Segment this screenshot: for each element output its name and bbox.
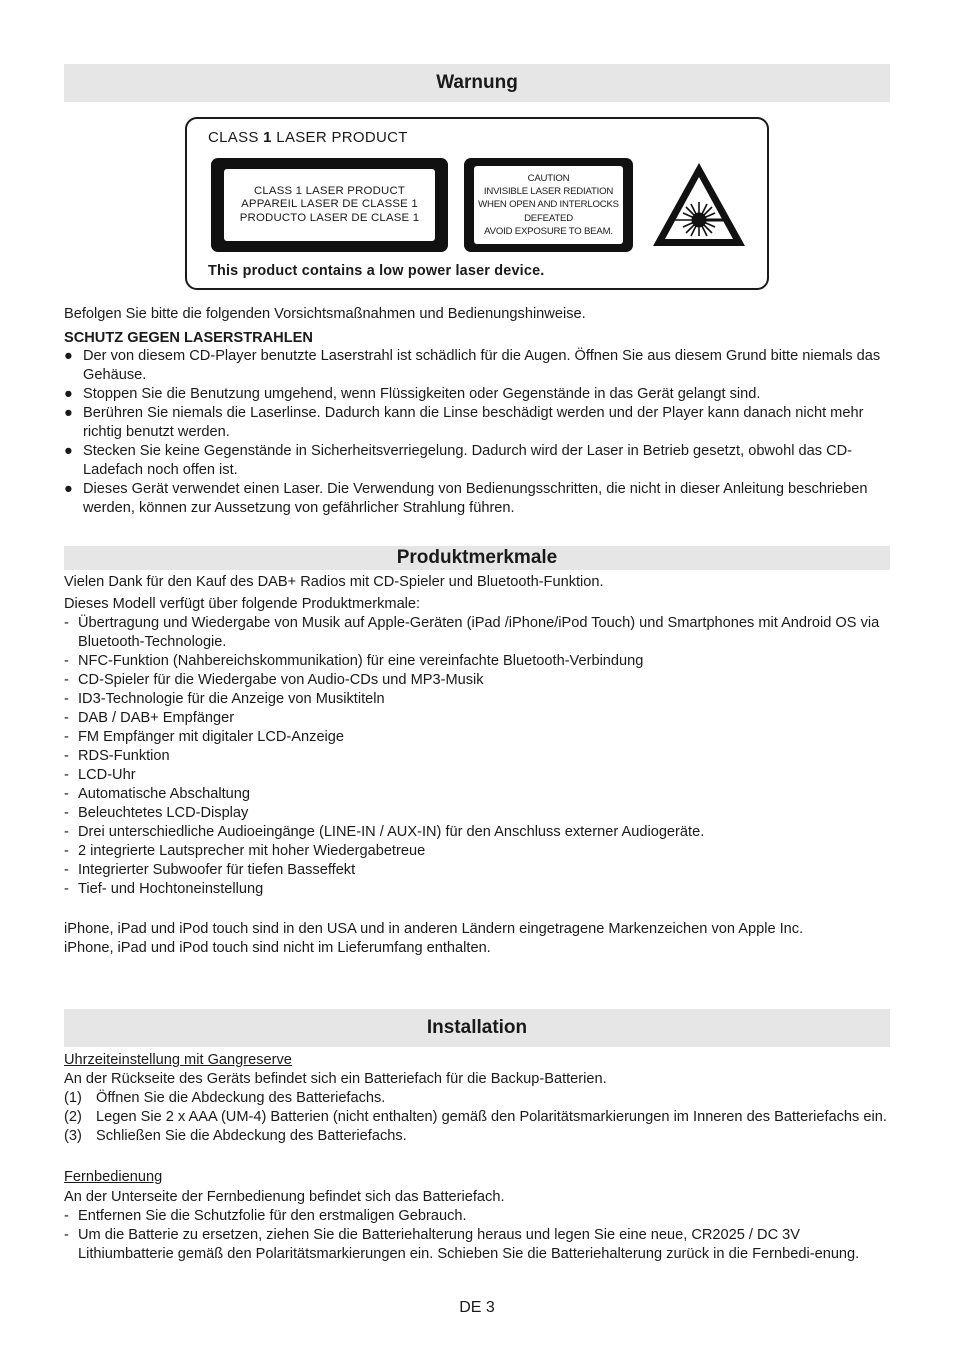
section-heading-installation: Installation bbox=[64, 1009, 890, 1047]
list-item: ● Dieses Gerät verwendet einen Laser. Die Verwendung von Bedienungsschritten, die nicht in dieser Anleitung beschrieben werden, können zur Aussetzung von gefährlicher Strahlung führen. bbox=[64, 481, 868, 516]
laser-warning-triangle-icon bbox=[650, 160, 748, 250]
label-line: APPAREIL LASER DE CLASSE 1 bbox=[241, 198, 418, 211]
dash-marker: - bbox=[64, 653, 69, 669]
clock-backup-title: Uhrzeiteinstellung mit Gangreserve bbox=[64, 1052, 292, 1068]
dash-marker: - bbox=[64, 1208, 69, 1224]
clock-backup-intro: An der Rückseite des Geräts befindet sich ein Batteriefach für die Backup-Batterien. bbox=[64, 1071, 607, 1087]
list-item: ● Der von diesem CD-Player benutzte Laserstrahl ist schädlich für die Augen. Öffnen Sie aus diesem Grund bitte niemals das Gehäuse. bbox=[64, 348, 881, 383]
list-item: - Tief- und Hochtoneinstellung bbox=[64, 881, 264, 897]
dash-marker: - bbox=[64, 729, 69, 745]
label-line: WHEN OPEN AND INTERLOCKS bbox=[478, 199, 619, 211]
list-item: - NFC-Funktion (Nahbereichskommunikation) für eine vereinfachte Bluetooth-Verbindung bbox=[64, 653, 644, 669]
feature-list bbox=[64, 614, 894, 899]
dash-marker: - bbox=[64, 767, 69, 783]
delivery-note: iPhone, iPad und iPod touch sind nicht im Lieferumfang enthalten. bbox=[64, 940, 491, 956]
bullet-icon: ● bbox=[64, 405, 73, 421]
features-intro: Dieses Modell verfügt über folgende Produktmerkmale: bbox=[64, 596, 421, 612]
bullet-icon: ● bbox=[64, 386, 73, 402]
list-item: - RDS-Funktion bbox=[64, 748, 170, 764]
laser-device-note: This product contains a low power laser device. bbox=[208, 263, 545, 279]
remote-intro: An der Unterseite der Fernbedienung befindet sich das Batteriefach. bbox=[64, 1189, 505, 1205]
laser-class-label bbox=[211, 158, 448, 252]
laser-safety-list bbox=[64, 347, 894, 518]
list-item: - Automatische Abschaltung bbox=[64, 786, 250, 802]
dash-marker: - bbox=[64, 672, 69, 688]
dash-marker: - bbox=[64, 843, 69, 859]
label-line: PRODUCTO LASER DE CLASE 1 bbox=[239, 211, 420, 224]
remote-battery-list bbox=[64, 1207, 894, 1264]
dash-marker: - bbox=[64, 862, 69, 878]
list-item: (1) Öffnen Sie die Abdeckung des Batteriefachs. bbox=[64, 1090, 386, 1106]
list-item: - Integrierter Subwoofer für tiefen Basseffekt bbox=[64, 862, 356, 878]
list-item: (3) Schließen Sie die Abdeckung des Batteriefachs. bbox=[64, 1128, 407, 1144]
dash-marker: - bbox=[64, 824, 69, 840]
step-number: (1) bbox=[64, 1090, 82, 1106]
trademark-note: iPhone, iPad und iPod touch sind in den USA und in anderen Ländern eingetragene Markenzeichen von Apple Inc. bbox=[64, 921, 804, 937]
list-item: - Beleuchtetes LCD-Display bbox=[64, 805, 249, 821]
warning-intro: Befolgen Sie bitte die folgenden Vorsichtsmaßnahmen und Bedienungshinweise. bbox=[64, 306, 586, 322]
list-item: - Drei unterschiedliche Audioeingänge (LINE-IN / AUX-IN) für den Anschluss externer Audiogeräte. bbox=[64, 824, 705, 840]
dash-marker: - bbox=[64, 710, 69, 726]
list-item: - FM Empfänger mit digitaler LCD-Anzeige bbox=[64, 729, 345, 745]
list-item: - Entfernen Sie die Schutzfolie für den erstmaligen Gebrauch. bbox=[64, 1208, 467, 1224]
bullet-icon: ● bbox=[64, 443, 73, 459]
laser-label-panel bbox=[185, 117, 769, 290]
list-item: - ID3-Technologie für die Anzeige von Musiktiteln bbox=[64, 691, 385, 707]
list-item: - CD-Spieler für die Wiedergabe von Audio-CDs und MP3-Musik bbox=[64, 672, 484, 688]
label-line: CLASS 1 LASER PRODUCT bbox=[253, 184, 406, 197]
step-number: (3) bbox=[64, 1128, 82, 1144]
caution-label bbox=[464, 158, 633, 252]
dash-marker: - bbox=[64, 786, 69, 802]
dash-marker: - bbox=[64, 615, 69, 631]
list-item: - DAB / DAB+ Empfänger bbox=[64, 710, 235, 726]
remote-title: Fernbedienung bbox=[64, 1169, 163, 1185]
list-item: ● Stecken Sie keine Gegenstände in Sicherheitsverriegelung. Dadurch wird der Laser in Betrieb gesetzt, obwohl das CD-Ladefach noch offen ist. bbox=[64, 443, 853, 478]
list-item: - Um die Batterie zu ersetzen, ziehen Sie die Batteriehalterung heraus und legen Sie eine neue, CR2025 / DC 3V Lithiumbatterie gemäß den Polaritätsmarkierungen ein. Schieben Sie die Batteriehalterung zurück in die Fernbedi-enung. bbox=[64, 1227, 860, 1262]
dash-marker: - bbox=[64, 881, 69, 897]
laser-protection-heading: SCHUTZ GEGEN LASERSTRAHLEN bbox=[64, 330, 313, 346]
features-thanks: Vielen Dank für den Kauf des DAB+ Radios mit CD-Spieler und Bluetooth-Funktion. bbox=[64, 574, 604, 590]
step-number: (2) bbox=[64, 1109, 82, 1125]
list-item: (2) Legen Sie 2 x AAA (UM-4) Batterien (nicht enthalten) gemäß den Polaritätsmarkierungen im Inneren des Batteriefachs ein. bbox=[64, 1109, 887, 1125]
section-heading-features: Produktmerkmale bbox=[64, 546, 890, 570]
bullet-icon: ● bbox=[64, 481, 73, 497]
list-item: - LCD-Uhr bbox=[64, 767, 136, 783]
dash-marker: - bbox=[64, 748, 69, 764]
laser-class-title: CLASS 1 LASER PRODUCT bbox=[208, 129, 408, 146]
label-line: CAUTION bbox=[527, 172, 570, 184]
dash-marker: - bbox=[64, 805, 69, 821]
list-item: ● Stoppen Sie die Benutzung umgehend, wenn Flüssigkeiten oder Gegenstände in das Gerät gelangt sind. bbox=[64, 386, 761, 402]
list-item: ● Berühren Sie niemals die Laserlinse. Dadurch kann die Linse beschädigt werden und der Player kann danach nicht mehr richtig benutzt werden. bbox=[64, 405, 864, 440]
list-item: - 2 integrierte Lautsprecher mit hoher Wiedergabetreue bbox=[64, 843, 426, 859]
label-line: AVOID EXPOSURE TO BEAM. bbox=[484, 225, 613, 237]
dash-marker: - bbox=[64, 1227, 69, 1243]
clock-backup-steps bbox=[64, 1089, 894, 1146]
section-heading-warning: Warnung bbox=[64, 64, 890, 102]
page-number: DE 3 bbox=[459, 1299, 495, 1316]
label-line: INVISIBLE LASER REDIATION bbox=[483, 186, 614, 198]
bullet-icon: ● bbox=[64, 348, 73, 364]
list-item: - Übertragung und Wiedergabe von Musik auf Apple-Geräten (iPad /iPhone/iPod Touch) und Smartphones mit Android OS via Bluetooth-Technologie. bbox=[64, 615, 880, 650]
dash-marker: - bbox=[64, 691, 69, 707]
label-line: DEFEATED bbox=[524, 212, 573, 224]
